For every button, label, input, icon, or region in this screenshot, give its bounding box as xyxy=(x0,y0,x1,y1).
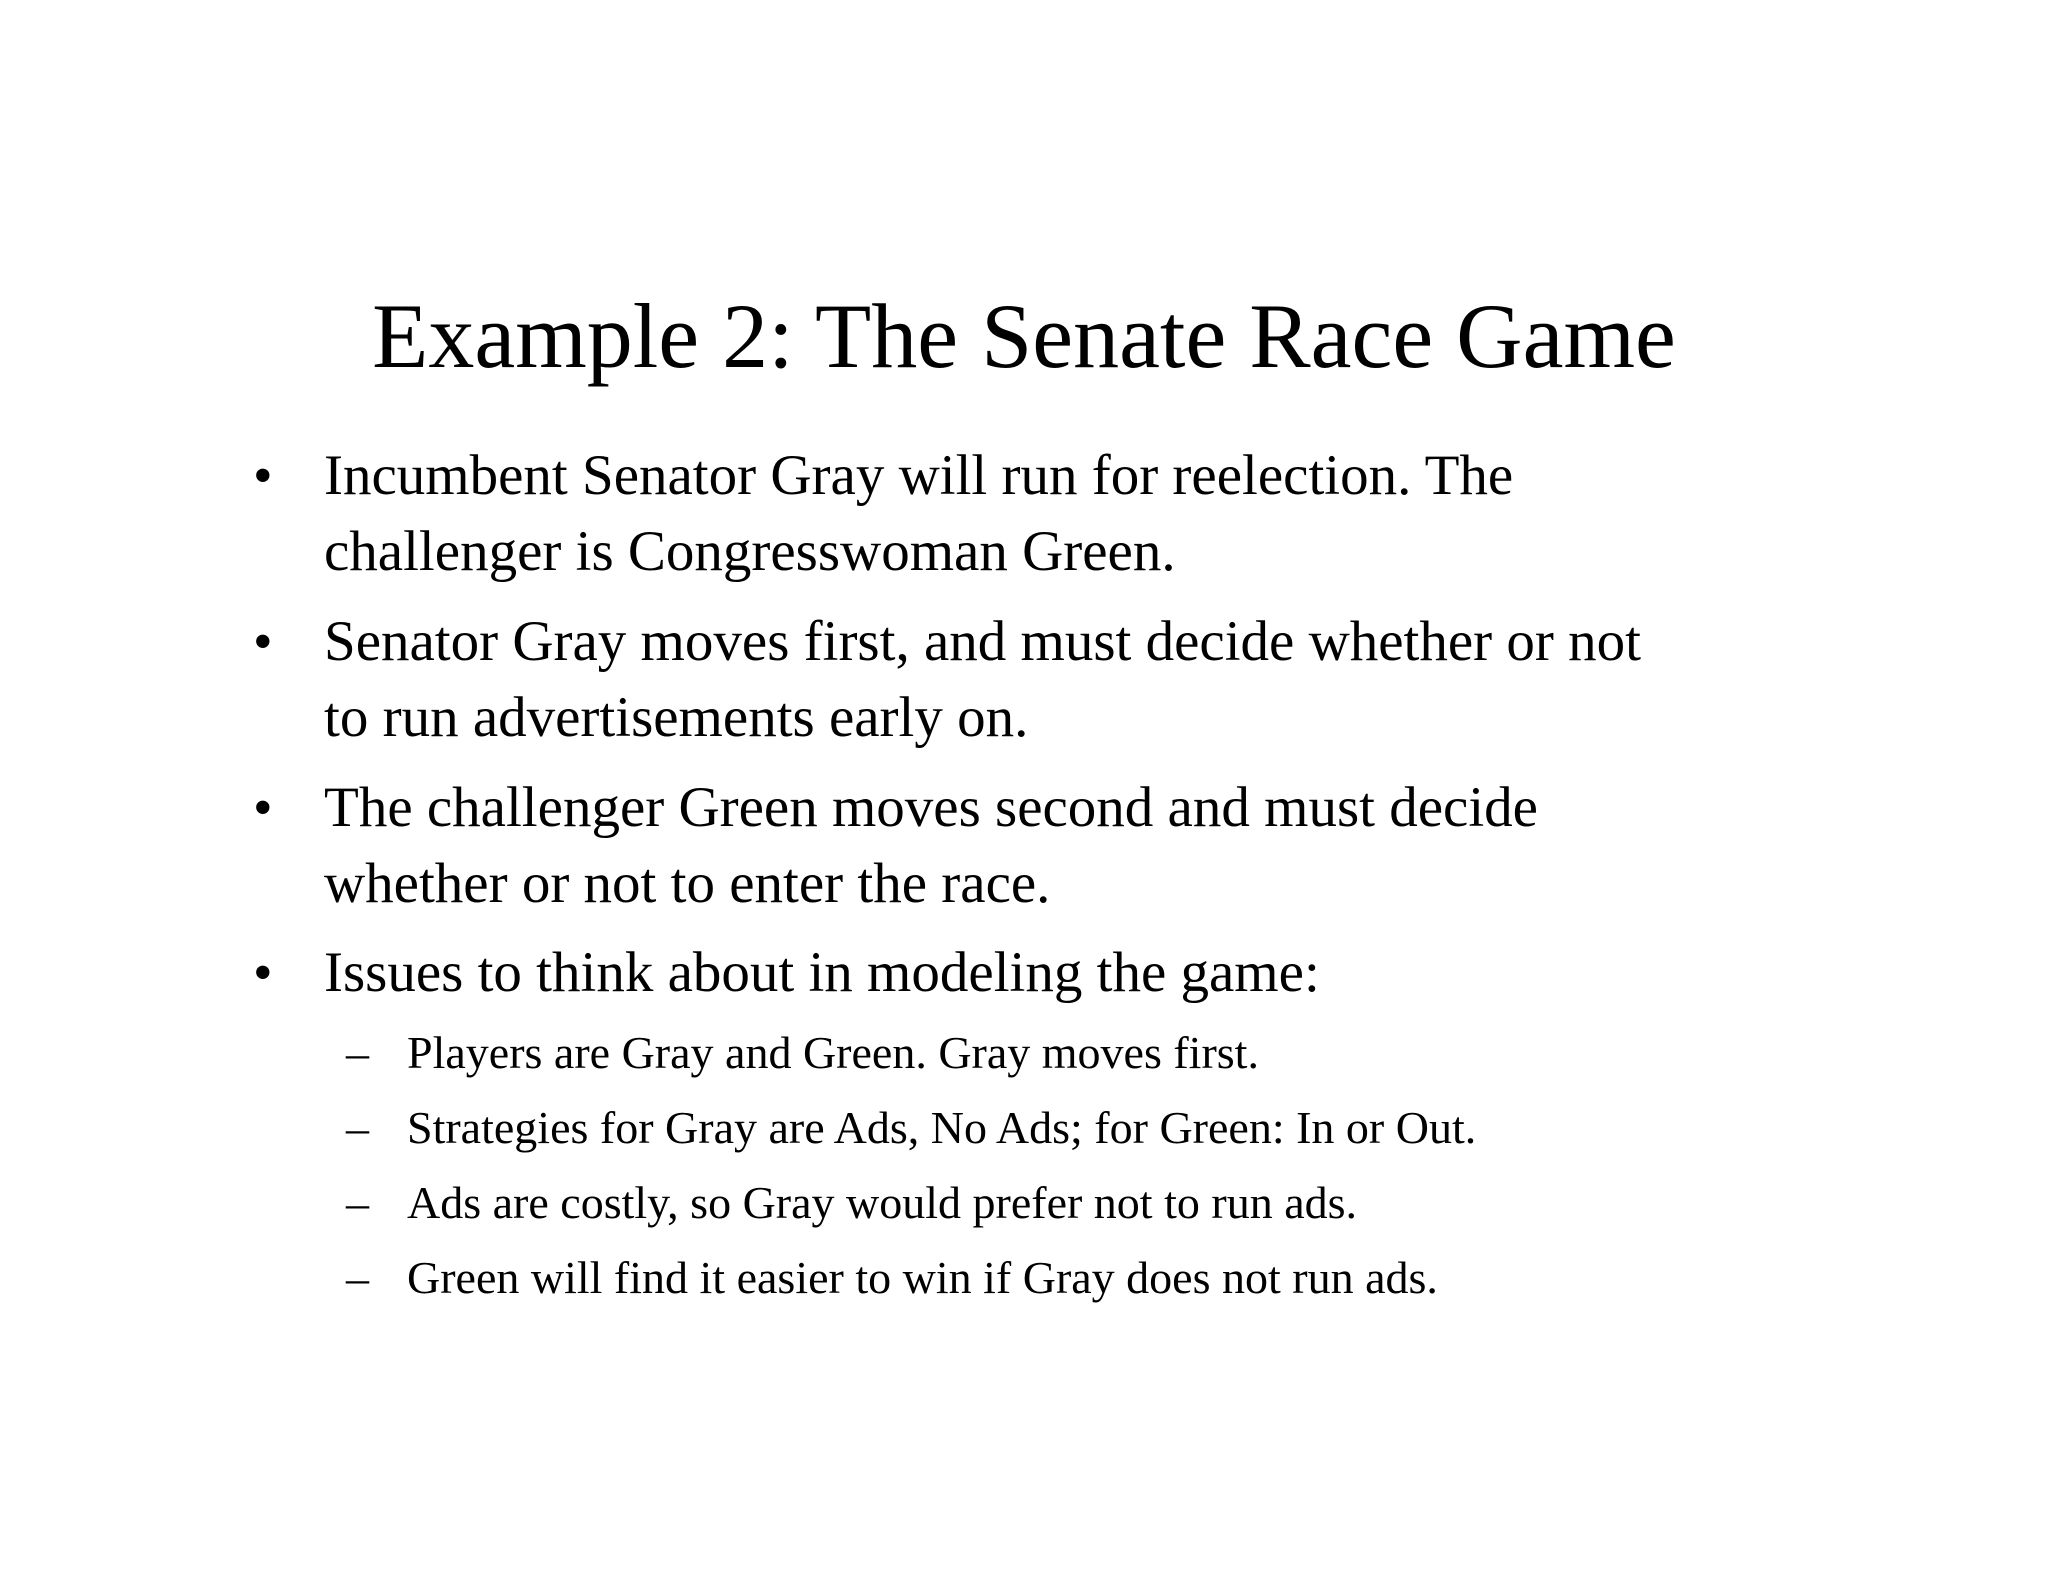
bullet-line: whether or not to enter the race. xyxy=(324,852,1051,915)
slide-title: Example 2: The Senate Race Game xyxy=(372,285,1676,387)
bullet-line: The challenger Green moves second and must decide xyxy=(324,776,1538,839)
sub-bullet-marker: – xyxy=(346,1177,369,1228)
sub-bullet-text: Ads are costly, so Gray would prefer not to run ads. xyxy=(407,1177,1358,1228)
sub-bullet-marker: – xyxy=(346,1252,369,1303)
bullet-line: to run advertisements early on. xyxy=(324,686,1029,749)
bullet-text xyxy=(324,604,1824,756)
bullet-marker: • xyxy=(253,445,273,507)
bullet-line: Incumbent Senator Gray will run for reelection. The xyxy=(324,444,1514,507)
sub-bullet-text: Strategies for Gray are Ads, No Ads; for Green: In or Out. xyxy=(407,1102,1477,1153)
sub-bullet-text: Green will find it easier to win if Gray does not run ads. xyxy=(407,1252,1438,1303)
bullet-marker: • xyxy=(253,777,273,839)
sub-bullet-text: Players are Gray and Green. Gray moves first. xyxy=(407,1027,1259,1078)
bullet-line: challenger is Congresswoman Green. xyxy=(324,520,1176,583)
bullet-marker: • xyxy=(253,942,273,1004)
bullet-text xyxy=(324,438,1824,590)
bullet-text xyxy=(324,770,1824,922)
sub-bullet-marker: – xyxy=(346,1102,369,1153)
bullet-line: Senator Gray moves first, and must decide whether or not xyxy=(324,610,1641,673)
bullet-marker: • xyxy=(253,611,273,673)
sub-bullet-marker: – xyxy=(346,1027,369,1078)
bullet-text xyxy=(324,935,1824,1011)
bullet-line: Issues to think about in modeling the game: xyxy=(324,941,1320,1004)
